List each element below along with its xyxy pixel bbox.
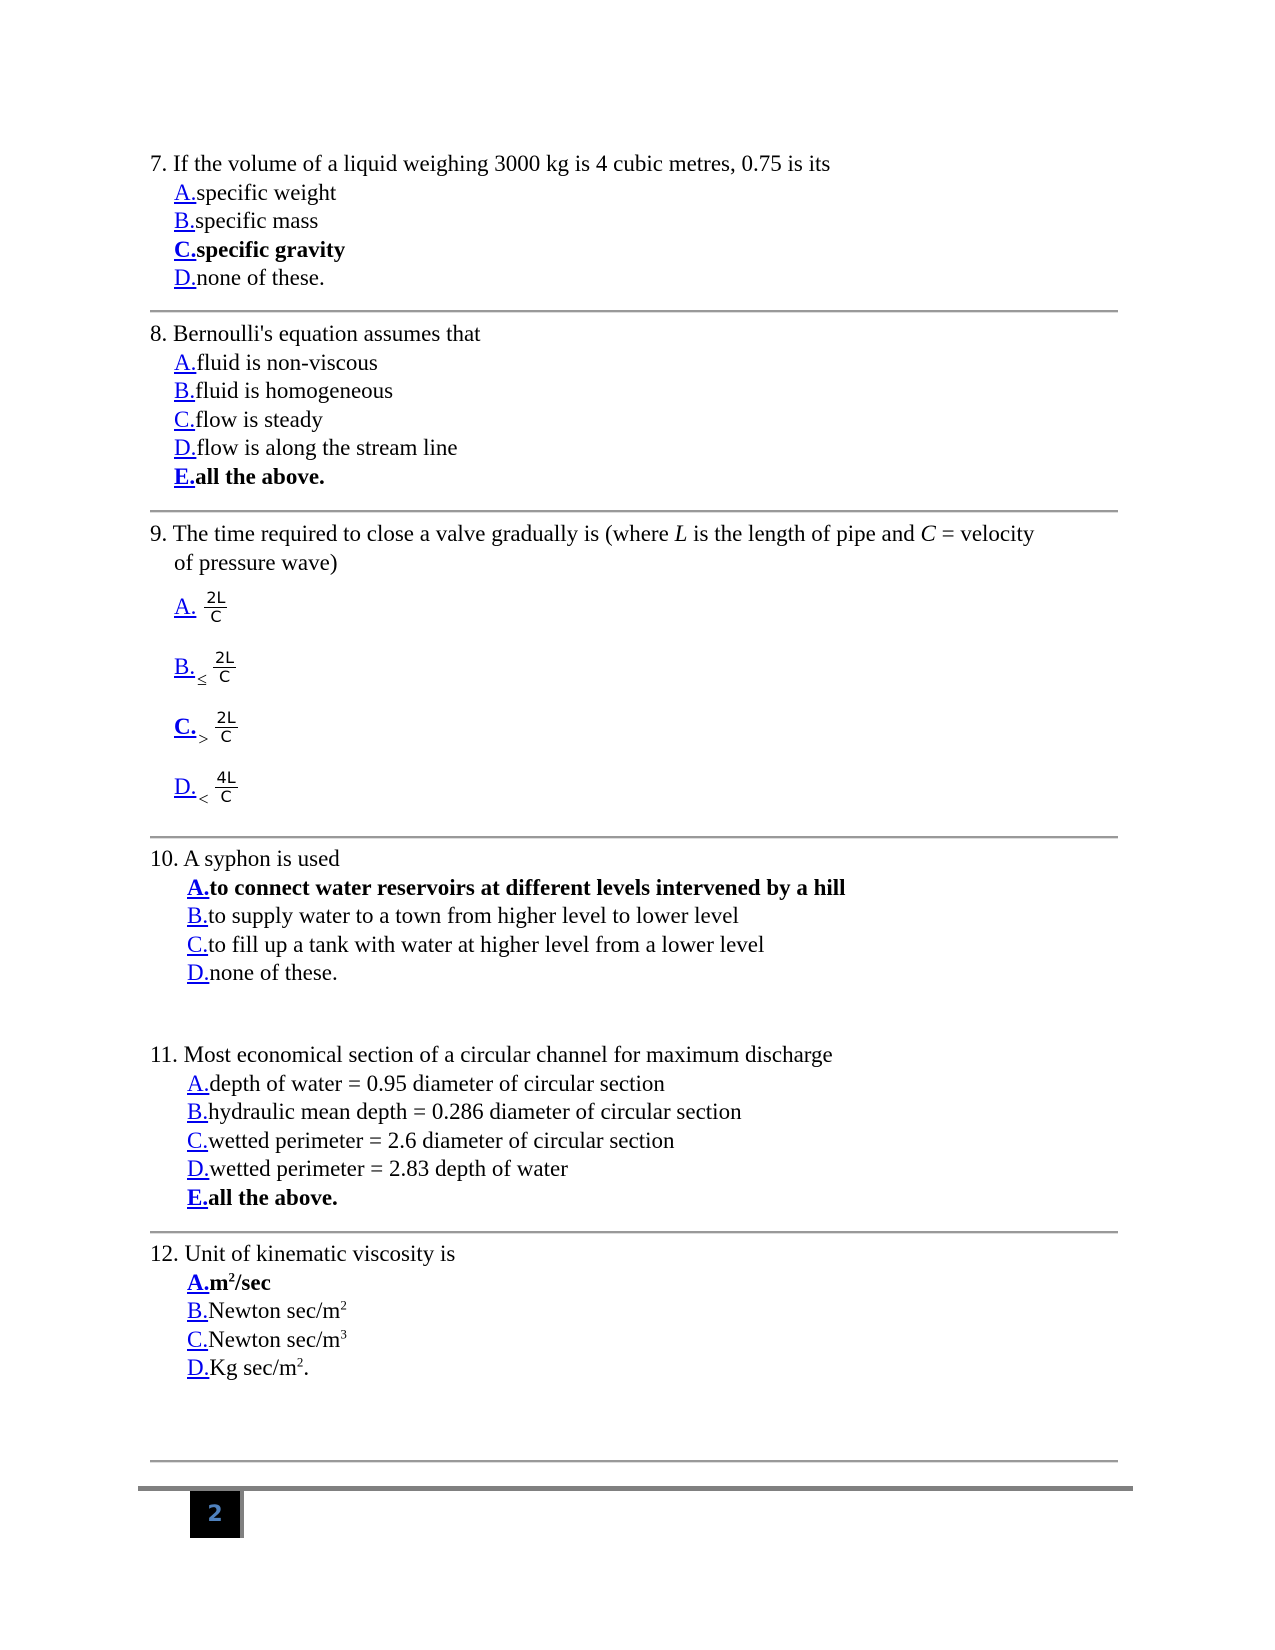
divider xyxy=(150,510,1118,513)
option-c-answer: C. > $\frac{2L}{C}$ xyxy=(174,707,236,749)
divider xyxy=(150,1231,1118,1234)
footer-rule xyxy=(138,1486,1133,1491)
fraction: $\frac{2L}{C}$ xyxy=(214,647,235,686)
option-a: A.specific weight xyxy=(174,179,337,205)
question-stem: 10. A syphon is used xyxy=(150,846,340,871)
option-link[interactable]: B. xyxy=(187,1298,209,1324)
question-8: 8. Bernoulli's equation assumes that A.fluid is non-viscous B.fluid is homogeneous C.flow is steady D.flow is along the stream line E.all the above. xyxy=(150,320,1120,492)
page-number: 2 xyxy=(190,1491,244,1538)
option-link[interactable]: B. xyxy=(174,378,196,404)
option-link[interactable]: C. xyxy=(187,931,209,957)
option-link[interactable]: E. xyxy=(187,1184,209,1210)
option-link[interactable]: C. xyxy=(174,713,197,739)
option-e-answer: E.all the above. xyxy=(174,463,325,489)
option-d: D.none of these. xyxy=(174,265,325,291)
option-link[interactable]: B. xyxy=(187,1099,209,1125)
option-link[interactable]: B. xyxy=(174,208,196,234)
question-stem: 7. If the volume of a liquid weighing 3000 kg is 4 cubic metres, 0.75 is its xyxy=(150,151,831,176)
question-10: 10. A syphon is used A.to connect water reservoirs at different levels intervened by a hill B.to supply water to a town from higher level to lower level C.to fill up a tank with water at higher level from a lower level D.none of these. xyxy=(150,845,1120,988)
divider xyxy=(150,1460,1118,1463)
question-stem: 11. Most economical section of a circular channel for maximum discharge xyxy=(150,1042,833,1067)
option-a xyxy=(150,577,1120,637)
option-link[interactable]: E. xyxy=(174,463,196,489)
option-link[interactable]: C. xyxy=(174,236,197,262)
option-b: B.specific mass xyxy=(174,208,319,234)
divider xyxy=(150,310,1118,313)
option-link[interactable]: A. xyxy=(174,349,197,375)
option-link[interactable]: A. xyxy=(187,874,210,900)
fraction: $\frac{2L}{C}$ xyxy=(206,587,226,626)
option-link[interactable]: D. xyxy=(174,773,197,799)
question-stem: 8. Bernoulli's equation assumes that xyxy=(150,321,481,346)
option-link[interactable]: C. xyxy=(174,406,196,432)
option-link[interactable]: D. xyxy=(187,1156,210,1182)
option-link[interactable]: A. xyxy=(187,1269,210,1295)
question-7 xyxy=(150,150,1120,293)
option-link[interactable]: C. xyxy=(187,1127,209,1153)
option-link[interactable]: C. xyxy=(187,1326,209,1352)
question-9: 9. The time required to close a valve gradually is (where L is the length of pipe and C = velocity of pressure wave) A. $\frac{2L}{C}$ B. ≤ $\frac{2L}{C}$ C. > $\frac{2L}{C}$ D. < $\frac{4L}{C}$ xyxy=(150,520,1120,817)
question-stem: 12. Unit of kinematic viscosity is xyxy=(150,1241,456,1266)
option-d: D. < $\frac{4L}{C}$ xyxy=(174,767,236,809)
option-link[interactable]: D. xyxy=(174,265,197,291)
question-11: 11. Most economical section of a circular channel for maximum discharge A.depth of water = 0.95 diameter of circular section B.hydraulic mean depth = 0.286 diameter of circular section C.wetted perimeter = 2.6 diameter of circular section D.wetted perimeter = 2.83 depth of water E.all the above. xyxy=(150,1041,1120,1213)
option-a-answer: $A.m^2/\sec$ xyxy=(187,1268,271,1295)
question-12: 12. Unit of kinematic viscosity is $A.m^2/\sec$ B.Newton $\sec/m^2$ C.Newton $\sec/m^3$ D.Kg $\sec/m^2$. xyxy=(150,1240,1120,1383)
option-link[interactable]: D. xyxy=(187,1355,210,1381)
question-stem: 9. The time required to close a valve gradually is (where L is the length of pipe and C = velocity xyxy=(150,521,1035,546)
option-link[interactable]: B. xyxy=(174,653,196,679)
option-link[interactable]: D. xyxy=(174,435,197,461)
option-a-answer: A.to connect water reservoirs at different levels intervened by a hill xyxy=(187,874,846,900)
option-link[interactable]: B. xyxy=(187,903,209,929)
option-b: B. ≤ $\frac{2L}{C}$ xyxy=(174,647,235,689)
fraction: $\frac{4L}{C}$ xyxy=(216,767,236,806)
option-c-answer: C.specific gravity xyxy=(174,236,346,262)
divider xyxy=(150,836,1118,839)
option-link[interactable]: A. xyxy=(174,593,197,619)
fraction: $\frac{2L}{C}$ xyxy=(216,707,236,746)
option-link[interactable]: A. xyxy=(174,179,197,205)
option-link[interactable]: A. xyxy=(187,1070,210,1096)
option-e-answer: E.all the above. xyxy=(187,1184,338,1210)
option-link[interactable]: D. xyxy=(187,960,210,986)
